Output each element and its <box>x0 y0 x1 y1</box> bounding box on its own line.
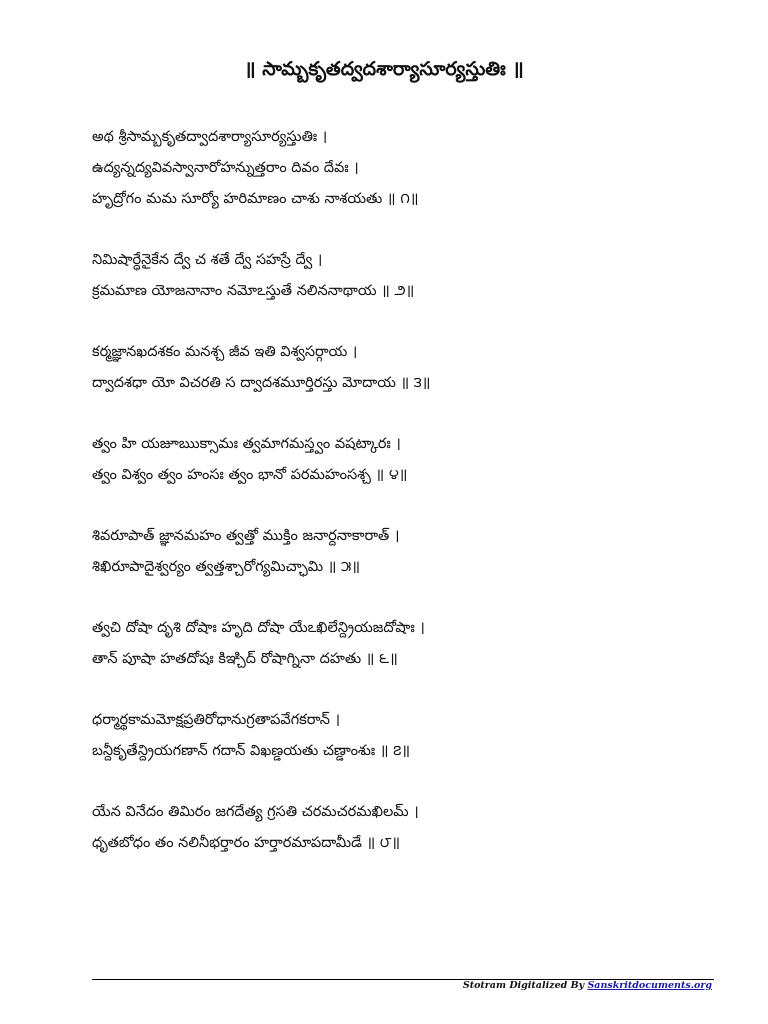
source-link[interactable]: Sanskritdocuments.org <box>587 980 712 991</box>
verse-line: త్వం విశ్వం త్వం హంసః త్వం భానో పరమహంసశ్చ ॥ ౪॥ <box>92 467 408 483</box>
page-title: ॥ సామ్బకృతద్వదశార్యాసూర్యస్తుతిః ॥ <box>244 58 524 80</box>
verse-line: శివరూపాత్ జ్ఞానమహం త్వత్తో ముక్తిం జనార్దనాకారాత్ । <box>92 528 400 544</box>
verse-line: అథ శ్రీసామ్బకృతద్వాదశార్యాసూర్యస్తుతిః । <box>92 129 328 145</box>
stanza-4 <box>92 429 732 491</box>
verse-line: క్రమమాణ యోజనానాం నమోఽస్తుతే నలిననాథాయ ॥ ౨॥ <box>92 283 415 299</box>
verse-line: కర్మజ్ఞానఖదశకం మనశ్చ జీవ ఇతి విశ్వసర్గాయ । <box>92 344 358 360</box>
verse-line: త్వం హి యజూఋక్సామః త్వమాగమస్త్వం వషట్కారః । <box>92 436 401 452</box>
verse-line: ద్వాదశధా యో విచరతి స ద్వాదశమూర్తిరస్తు మోదాయ ॥ ౩॥ <box>92 375 431 391</box>
stanza-2 <box>92 245 732 307</box>
stanza-5 <box>92 521 732 583</box>
stanza-8 <box>92 797 732 859</box>
footer <box>463 980 712 991</box>
verse-line: నిమిషార్ధేనైకేన ద్వే చ శతే ద్వే సహస్రే ద్వే । <box>92 252 323 268</box>
verses <box>92 122 732 889</box>
verse-line: ధర్మార్థకామమోక్షప్రతిరోధానుగ్రతాపవేగకరాన్ । <box>92 712 341 728</box>
verse-line: హృద్రోగం మమ సూర్యో హరిమాణం చాశు నాశయతు ॥ ౧॥ <box>92 191 419 207</box>
footer-credit: Stotram Digitalized By <box>462 980 588 991</box>
verse-line: శిఖిరూపాదైశ్వర్యం త్వత్తశ్చారోగ్యమిచ్ఛామి ॥ ౫॥ <box>92 559 361 575</box>
verse-line: ధృతబోధం తం నలినీభర్తారం హర్తారమాపదామీడే ॥ ౮॥ <box>92 835 401 851</box>
stanza-7 <box>92 705 732 767</box>
verse-line: తాన్ పూషా హతదోషః కిఞ్చిద్ రోషాగ్నినా దహతు ॥ ౬॥ <box>92 651 398 667</box>
verse-line: త్వచి దోషా దృశి దోషాః హృది దోషా యేఽఖిలేన్ద్రియజదోషాః । <box>92 620 425 636</box>
stanza-3 <box>92 337 732 399</box>
verse-line: యేన వినేదం తిమిరం జగదేత్య గ్రసతి చరమచరమఖిలమ్ । <box>92 804 419 820</box>
stanza-6 <box>92 613 732 675</box>
verse-line: బన్దీకృతేన్ద్రియగణాన్ గదాన్ విఖణ్డయతు చణ్డాంశుః ॥ ౭॥ <box>92 743 411 759</box>
verse-line: ఉద్యన్నద్యవివస్వానారోహన్నుత్తరాం దివం దేవః । <box>92 160 359 176</box>
stanza-1 <box>92 122 732 215</box>
